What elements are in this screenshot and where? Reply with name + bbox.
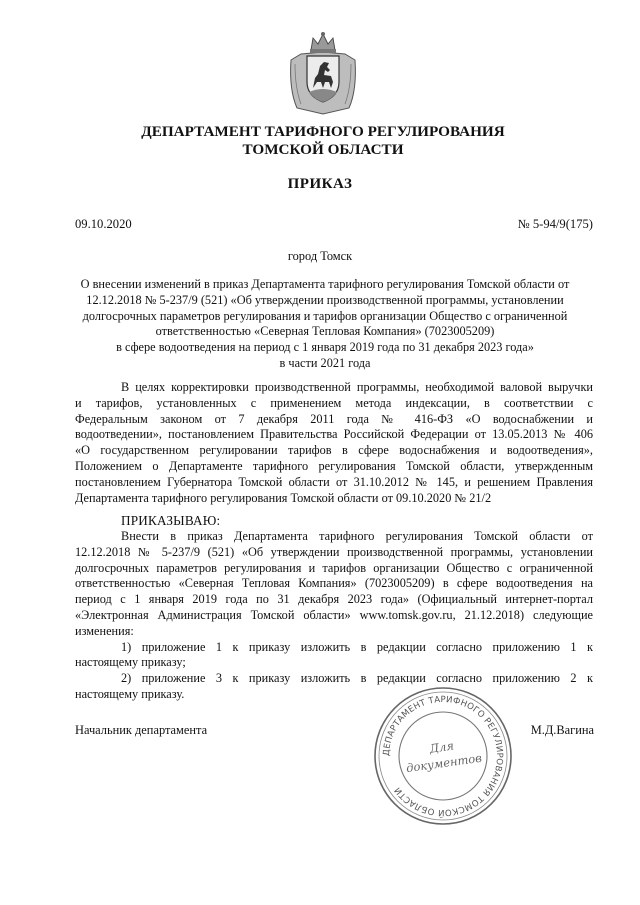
preamble-line: Департамента тарифного регулирования Томской области от 09.10.2020 № 21/2	[75, 490, 492, 505]
preamble-line: и тарифов, установленных с применением метода индексации, в соответствии с	[75, 395, 593, 410]
subject-line: О внесении изменений в приказ Департамента тарифного регулирования Томской области от	[80, 277, 570, 291]
order-line: 12.12.2018 № 5-237/9 (521) «Об утверждении производственной программы, установлении	[75, 544, 593, 559]
subject-line: в сфере водоотведения на период с 1 января 2019 года по 31 декабря 2023 года»	[116, 340, 534, 355]
order-item-1: 1) приложение 1 к приказу изложить в редакции согласно приложению 1 к	[121, 639, 593, 654]
seal-ring-textpath: ДЕПАРТАМЕНТ ТАРИФНОГО РЕГУЛИРОВАНИЯ ТОМСКОЙ ОБЛАСТИ	[381, 694, 505, 818]
preamble-line: Федеральным законом от 7 декабря 2011 года № 416-ФЗ «О водоснабжении и	[75, 411, 593, 426]
subject-line: ответственностью «Северная Тепловая Компания» (7023005209)	[155, 324, 495, 339]
order-line: «Электронная Администрация Томской области» www.tomsk.gov.ru, 21.12.2018) следующие	[75, 607, 593, 622]
department-seal-stamp	[372, 685, 514, 827]
order-line: изменения:	[75, 623, 134, 638]
preamble-line: «О государственном регулировании тарифов в сфере водоснабжения и водоотведения»,	[75, 443, 593, 458]
order-line: ответственностью «Северная Тепловая Компания» (7023005209) в сфере водоотведения на	[75, 576, 593, 591]
tomsk-region-coat-of-arms-icon	[287, 30, 359, 116]
preamble-line: В целях корректировки производственной программы, необходимой валовой выручки	[121, 380, 593, 394]
order-date: 09.10.2020	[75, 217, 132, 231]
order-line: период с 1 января 2019 года по 31 декабря 2023 года» (Официальный интернет-портал	[75, 592, 593, 607]
order-item-2: 2) приложение 3 к приказу изложить в редакции согласно приложению 2 к	[121, 671, 593, 686]
order-item-2-cont: настоящему приказу.	[75, 686, 185, 701]
order-number: № 5-94/9(175)	[517, 217, 593, 231]
order-line: долгосрочных параметров регулирования и тарифов организации Общество с ограниченной	[75, 560, 593, 575]
order-item-1-cont: настоящему приказу;	[75, 655, 186, 670]
order-heading: ПРИКАЗЫВАЮ:	[121, 513, 221, 528]
preamble	[75, 380, 593, 506]
preamble-line: водоотведении», постановлением Правительства Российской Федерации от 13.05.2013 № 406	[75, 427, 593, 442]
subject-line: 12.12.2018 № 5-237/9 (521) «Об утверждении производственной программы, установлении	[86, 292, 564, 307]
order-line: Внести в приказ Департамента тарифного регулирования Томской области от	[121, 529, 593, 543]
city: город Томск	[287, 249, 353, 263]
subject-line: долгосрочных параметров регулирования и тарифов организации Общество с ограниченной	[82, 308, 568, 323]
order-body	[75, 529, 593, 703]
preamble-line: Положением о Департаменте тарифного регулирования Томской области, утвержденным	[75, 458, 593, 473]
department-title-line-2: ТОМСКОЙ ОБЛАСТИ	[242, 141, 404, 158]
seal-inner-line-2: документов	[405, 750, 483, 776]
preamble-line: постановлением Губернатора Томской области от 31.10.2012 № 145, и решением Правления	[75, 474, 593, 489]
signatory-position: Начальник департамента	[75, 723, 208, 737]
subject-line: в части 2021 года	[279, 355, 371, 370]
seal-inner-line-1: Для	[428, 738, 455, 756]
order-subject	[70, 277, 580, 372]
document-type: ПРИКАЗ	[287, 176, 353, 192]
department-title-line-1: ДЕПАРТАМЕНТ ТАРИФНОГО РЕГУЛИРОВАНИЯ	[141, 123, 505, 140]
signatory-name: М.Д.Вагина	[530, 723, 594, 737]
